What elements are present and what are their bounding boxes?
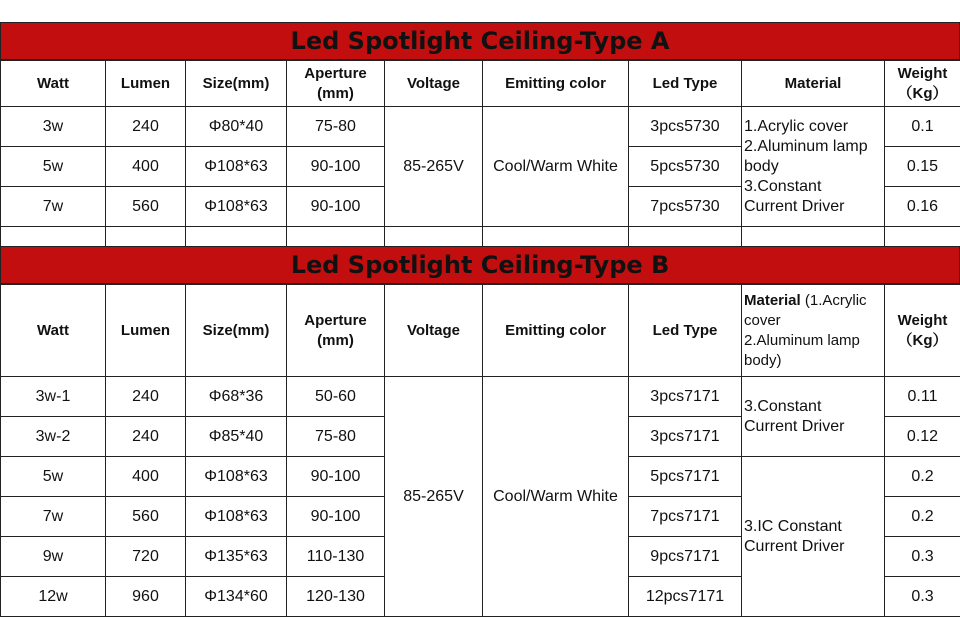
cell-led-type: 5pcs5730 [629,147,742,187]
cell-watt: 3w-2 [1,417,106,457]
material-line: 3.Constant [744,177,882,197]
cell-size: Φ108*63 [186,147,287,187]
cell-lumen: 400 [106,457,186,497]
cell-watt: 7w [1,187,106,227]
header-aperture-line1: Aperture [289,64,382,84]
cell-led-type: 7pcs5730 [629,187,742,227]
cell-aperture: 75-80 [287,417,385,457]
cell-aperture: 90-100 [287,457,385,497]
material-line: Current Driver [744,537,882,557]
cell-weight: 0.1 [885,107,960,147]
header-material [742,285,885,377]
cell-size: Φ85*40 [186,417,287,457]
cell-weight: 0.3 [885,577,960,617]
type-b-header-row [1,285,960,377]
header-weight [885,285,960,377]
cell-watt: 3w [1,107,106,147]
cell-size: Φ80*40 [186,107,287,147]
header-weight-line1: Weight [887,311,958,331]
cell-led-type: 9pcs7171 [629,537,742,577]
header-weight-line2: （Kg） [887,331,958,351]
material-line: 1.Acrylic cover [744,117,882,137]
cell-led-type: 3pcs7171 [629,377,742,417]
material-header-line: (1.Acrylic [801,292,867,309]
cell-watt: 9w [1,537,106,577]
header-aperture-line2: (mm) [289,331,382,351]
cell-lumen: 240 [106,377,186,417]
header-aperture-line1: Aperture [289,311,382,331]
spacer-cell [742,227,885,247]
cell-aperture: 120-130 [287,577,385,617]
cell-size: Φ135*63 [186,537,287,577]
header-lumen: Lumen [106,285,186,377]
cell-led-type: 7pcs7171 [629,497,742,537]
cell-material-group2 [742,457,885,617]
cell-weight: 0.11 [885,377,960,417]
spacer-cell [483,227,629,247]
header-emitting-color: Emitting color [483,61,629,107]
material-header-line: body) [744,351,882,371]
material-line: 2.Aluminum lamp [744,137,882,157]
cell-lumen: 560 [106,187,186,227]
cell-watt: 12w [1,577,106,617]
cell-led-type: 5pcs7171 [629,457,742,497]
type-b-title-banner: Led Spotlight Ceiling-Type B [0,246,960,284]
header-voltage: Voltage [385,285,483,377]
material-header-line: 2.Aluminum lamp [744,331,882,351]
cell-aperture: 75-80 [287,107,385,147]
cell-aperture: 110-130 [287,537,385,577]
header-weight-line2: （Kg） [887,84,958,104]
cell-led-type: 3pcs7171 [629,417,742,457]
cell-weight: 0.2 [885,457,960,497]
cell-aperture: 90-100 [287,187,385,227]
cell-size: Φ68*36 [186,377,287,417]
cell-watt: 7w [1,497,106,537]
spacer-cell [629,227,742,247]
cell-size: Φ108*63 [186,457,287,497]
material-header-line: cover [744,311,882,331]
cell-size: Φ108*63 [186,187,287,227]
cell-weight: 0.16 [885,187,960,227]
cell-aperture: 50-60 [287,377,385,417]
cell-lumen: 720 [106,537,186,577]
cell-led-type: 12pcs7171 [629,577,742,617]
cell-weight: 0.12 [885,417,960,457]
material-header-bold: Material [744,292,801,309]
cell-lumen: 960 [106,577,186,617]
type-b-spec-table [0,284,960,617]
header-watt: Watt [1,285,106,377]
cell-watt: 5w [1,147,106,187]
cell-weight: 0.3 [885,537,960,577]
cell-watt: 5w [1,457,106,497]
header-aperture [287,61,385,107]
header-weight [885,61,960,107]
spacer-row [1,227,960,247]
table-row [1,377,960,417]
type-a-spec-table [0,60,960,247]
cell-watt: 3w-1 [1,377,106,417]
header-led-type: Led Type [629,61,742,107]
header-aperture [287,285,385,377]
material-line: Current Driver [744,197,882,217]
cell-size: Φ134*60 [186,577,287,617]
cell-size: Φ108*63 [186,497,287,537]
cell-voltage: 85-265V [385,107,483,227]
type-a-title-banner: Led Spotlight Ceiling-Type A [0,22,960,60]
cell-weight: 0.15 [885,147,960,187]
header-led-type: Led Type [629,285,742,377]
table-row [1,107,960,147]
cell-emitting-color: Cool/Warm White [483,377,629,617]
header-material: Material [742,61,885,107]
spacer-cell [1,227,106,247]
cell-lumen: 560 [106,497,186,537]
type-a-header-row [1,61,960,107]
header-emitting-color: Emitting color [483,285,629,377]
header-voltage: Voltage [385,61,483,107]
header-aperture-line2: (mm) [289,84,382,104]
cell-material-group1 [742,377,885,457]
spacer-cell [186,227,287,247]
cell-lumen: 240 [106,107,186,147]
cell-material [742,107,885,227]
cell-voltage: 85-265V [385,377,483,617]
top-whitespace [0,0,960,22]
header-size: Size(mm) [186,61,287,107]
material-line: 3.IC Constant [744,517,882,537]
material-line: 3.Constant [744,397,882,417]
spacer-cell [385,227,483,247]
cell-weight: 0.2 [885,497,960,537]
material-line: body [744,157,882,177]
header-weight-line1: Weight [887,64,958,84]
spacer-cell [885,227,960,247]
cell-emitting-color: Cool/Warm White [483,107,629,227]
cell-aperture: 90-100 [287,147,385,187]
spacer-cell [106,227,186,247]
cell-led-type: 3pcs5730 [629,107,742,147]
material-line: Current Driver [744,417,882,437]
cell-lumen: 400 [106,147,186,187]
header-lumen: Lumen [106,61,186,107]
header-size: Size(mm) [186,285,287,377]
cell-aperture: 90-100 [287,497,385,537]
cell-lumen: 240 [106,417,186,457]
header-watt: Watt [1,61,106,107]
spacer-cell [287,227,385,247]
